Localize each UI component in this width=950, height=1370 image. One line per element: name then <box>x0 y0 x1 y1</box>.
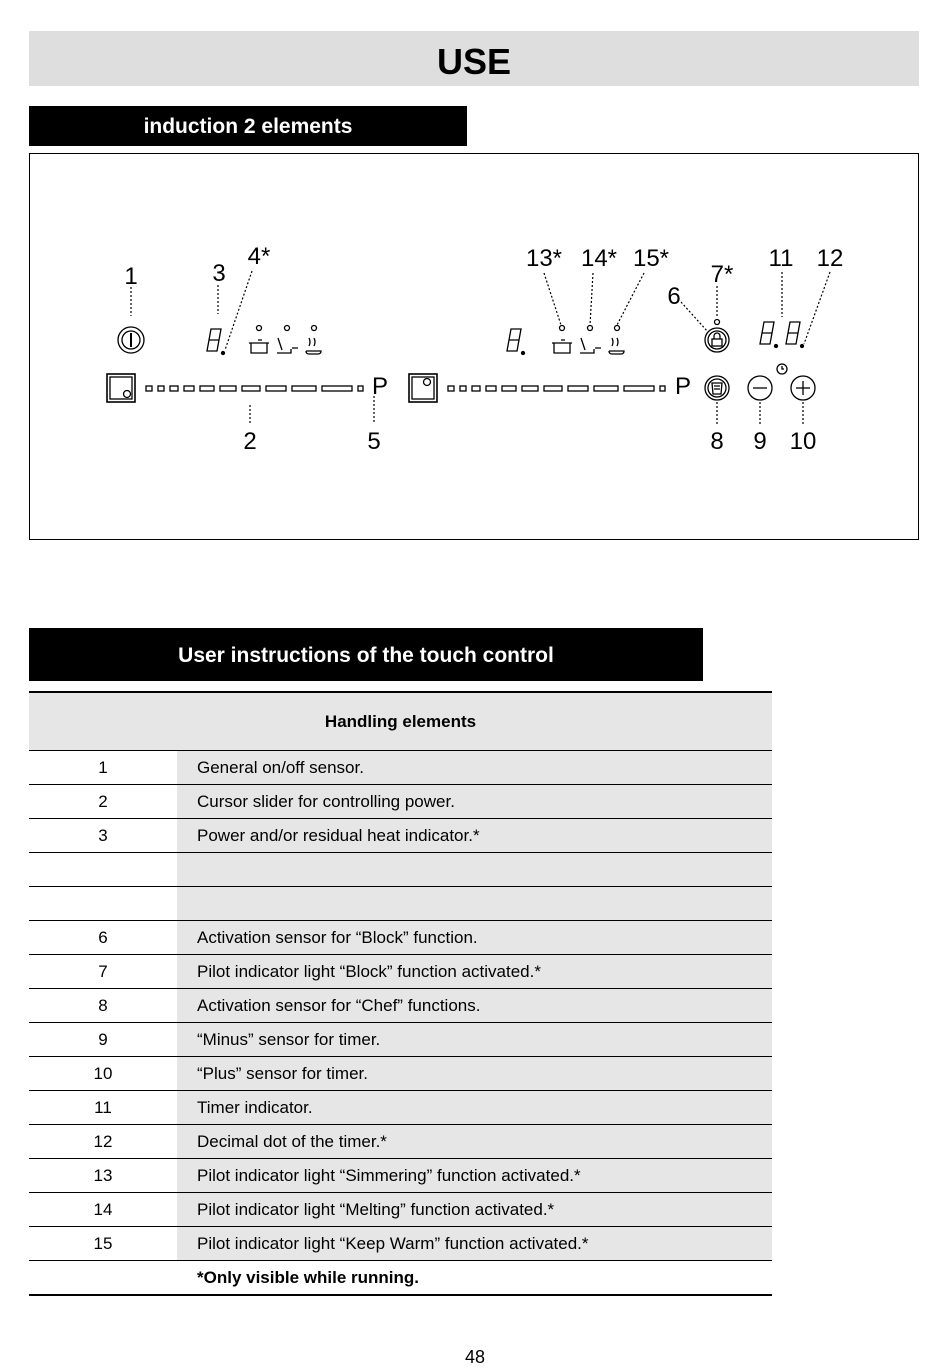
row-description <box>177 887 772 921</box>
power-display-right-icon <box>507 329 525 355</box>
callout-15: 15* <box>632 245 670 272</box>
power-display-left-icon <box>207 329 225 355</box>
row-description: Timer indicator. <box>177 1091 772 1125</box>
row-description: “Plus” sensor for timer. <box>177 1057 772 1091</box>
row-description: Power and/or residual heat indicator.* <box>177 819 772 853</box>
power-slider-right <box>448 386 665 391</box>
minus-icon <box>748 376 772 400</box>
row-number: 2 <box>29 785 177 819</box>
row-number: 3 <box>29 819 177 853</box>
callout-2: 2 <box>243 428 257 455</box>
table-row <box>29 1125 772 1159</box>
row-number: 15 <box>29 1227 177 1261</box>
plus-icon <box>791 376 815 400</box>
timer-clock-icon <box>777 364 787 374</box>
row-number: 8 <box>29 989 177 1023</box>
row-number: 10 <box>29 1057 177 1091</box>
zone-select-left-icon <box>107 374 135 402</box>
table-row <box>29 989 772 1023</box>
row-number: 14 <box>29 1193 177 1227</box>
row-number <box>29 887 177 921</box>
table-row <box>29 819 772 853</box>
row-description: Activation sensor for “Chef” functions. <box>177 989 772 1023</box>
row-number <box>29 853 177 887</box>
row-number: 12 <box>29 1125 177 1159</box>
callout-7: 7* <box>710 261 734 288</box>
callout-11: 11 <box>768 245 794 272</box>
table-row <box>29 853 772 887</box>
callout-14: 14* <box>580 245 618 272</box>
table-row <box>29 1023 772 1057</box>
row-description: Activation sensor for “Block” function. <box>177 921 772 955</box>
row-number: 6 <box>29 921 177 955</box>
callout-3: 3 <box>212 260 226 287</box>
table-row <box>29 1057 772 1091</box>
row-description: Pilot indicator light “Block” function activated.* <box>177 955 772 989</box>
section-heading-instructions: User instructions of the touch control <box>29 628 703 681</box>
table-footnote-row <box>29 1261 772 1296</box>
slider-end-label-right: P <box>675 373 692 400</box>
row-number: 9 <box>29 1023 177 1057</box>
handling-elements-table <box>29 691 772 1296</box>
table-row <box>29 785 772 819</box>
function-icons-left <box>249 326 321 355</box>
table-row <box>29 1193 772 1227</box>
footnote-spacer <box>29 1261 177 1296</box>
callout-5: 5 <box>367 428 381 455</box>
control-panel-svg <box>30 154 918 539</box>
power-slider-left <box>146 386 363 391</box>
footnote: *Only visible while running. <box>177 1261 772 1296</box>
section-heading-induction: induction 2 elements <box>29 106 467 146</box>
row-description: Pilot indicator light “Simmering” function activated.* <box>177 1159 772 1193</box>
callout-8: 8 <box>710 428 724 455</box>
table-body <box>29 751 772 1296</box>
table-row <box>29 1227 772 1261</box>
table-row <box>29 751 772 785</box>
zone-select-right-icon <box>409 374 437 402</box>
table-row <box>29 887 772 921</box>
function-icons-right <box>552 326 624 355</box>
page-title: USE <box>29 31 919 86</box>
table-row <box>29 1091 772 1125</box>
callout-12: 12 <box>816 245 844 272</box>
leader-lines <box>131 271 830 424</box>
row-description: General on/off sensor. <box>177 751 772 785</box>
row-description: Decimal dot of the timer.* <box>177 1125 772 1159</box>
row-number: 1 <box>29 751 177 785</box>
row-description <box>177 853 772 887</box>
lock-icon <box>705 320 729 353</box>
timer-display-icon <box>760 322 804 348</box>
callout-6: 6 <box>667 283 681 310</box>
page-number: 48 <box>464 1347 486 1367</box>
row-description: Cursor slider for controlling power. <box>177 785 772 819</box>
row-description: “Minus” sensor for timer. <box>177 1023 772 1057</box>
control-panel-diagram <box>29 153 919 540</box>
row-description: Pilot indicator light “Keep Warm” function activated.* <box>177 1227 772 1261</box>
power-icon <box>118 327 144 353</box>
callout-13: 13* <box>525 245 563 272</box>
callout-4: 4* <box>247 243 271 270</box>
row-number: 7 <box>29 955 177 989</box>
row-number: 11 <box>29 1091 177 1125</box>
row-number: 13 <box>29 1159 177 1193</box>
callout-9: 9 <box>753 428 767 455</box>
table-row <box>29 921 772 955</box>
callout-1: 1 <box>124 263 138 290</box>
chef-icon <box>705 376 729 400</box>
table-row <box>29 955 772 989</box>
table-row <box>29 1159 772 1193</box>
callout-10: 10 <box>789 428 817 455</box>
row-description: Pilot indicator light “Melting” function activated.* <box>177 1193 772 1227</box>
table-header: Handling elements <box>29 692 772 751</box>
slider-end-label-left: P <box>372 373 389 400</box>
